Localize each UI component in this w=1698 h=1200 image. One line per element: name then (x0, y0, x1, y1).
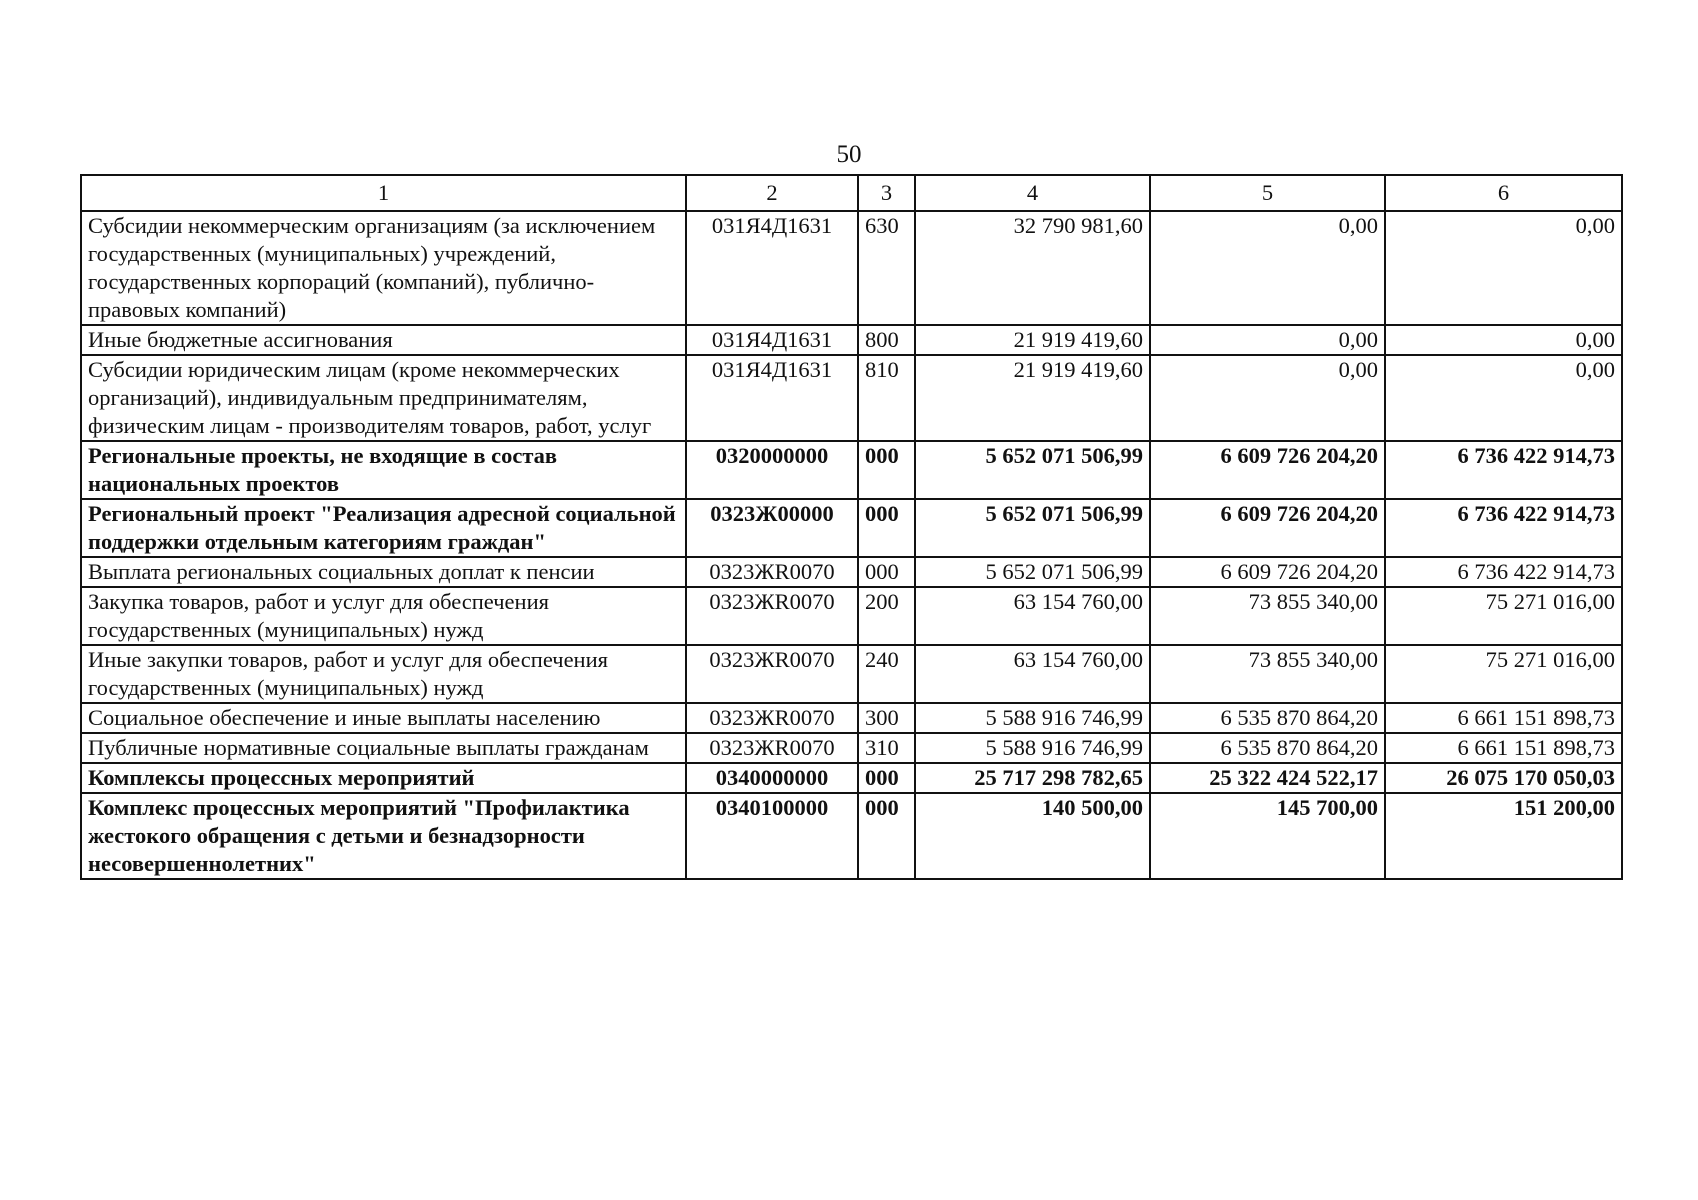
expense-type-code-cell: 200 (858, 587, 915, 645)
amount-column-6-cell: 6 661 151 898,73 (1385, 733, 1622, 763)
target-article-code-cell: 0340000000 (686, 763, 858, 793)
expense-type-code-cell: 310 (858, 733, 915, 763)
expense-type-code-cell: 300 (858, 703, 915, 733)
row-name-cell: Региональные проекты, не входящие в состав национальных проектов (81, 441, 686, 499)
target-article-code-cell: 0323ЖR0070 (686, 587, 858, 645)
amount-column-6-cell: 151 200,00 (1385, 793, 1622, 879)
table-row (81, 325, 1622, 355)
amount-column-4-cell: 63 154 760,00 (915, 645, 1150, 703)
amount-column-4-cell: 21 919 419,60 (915, 325, 1150, 355)
row-name-cell: Иные бюджетные ассигнования (81, 325, 686, 355)
expense-type-code-cell: 000 (858, 557, 915, 587)
target-article-code-cell: 0320000000 (686, 441, 858, 499)
amount-column-6-cell: 6 736 422 914,73 (1385, 499, 1622, 557)
amount-column-5-cell: 6 609 726 204,20 (1150, 499, 1385, 557)
budget-table (80, 174, 1623, 880)
amount-column-4-cell: 5 588 916 746,99 (915, 733, 1150, 763)
expense-type-code-cell: 240 (858, 645, 915, 703)
table-row (81, 211, 1622, 325)
column-header: 1 (81, 175, 686, 211)
table-row (81, 733, 1622, 763)
amount-column-4-cell: 5 588 916 746,99 (915, 703, 1150, 733)
amount-column-6-cell: 26 075 170 050,03 (1385, 763, 1622, 793)
target-article-code-cell: 031Я4Д1631 (686, 355, 858, 441)
row-name-cell: Региональный проект "Реализация адресной социальной поддержки отдельным категориям граждан" (81, 499, 686, 557)
amount-column-6-cell: 0,00 (1385, 211, 1622, 325)
page-number: 50 (836, 141, 862, 168)
table-row (81, 645, 1622, 703)
amount-column-4-cell: 21 919 419,60 (915, 355, 1150, 441)
expense-type-code-cell: 000 (858, 441, 915, 499)
amount-column-4-cell: 63 154 760,00 (915, 587, 1150, 645)
amount-column-5-cell: 0,00 (1150, 355, 1385, 441)
table-row (81, 793, 1622, 879)
column-header: 4 (915, 175, 1150, 211)
expense-type-code-cell: 000 (858, 499, 915, 557)
amount-column-5-cell: 145 700,00 (1150, 793, 1385, 879)
table-row (81, 499, 1622, 557)
amount-column-5-cell: 6 609 726 204,20 (1150, 557, 1385, 587)
amount-column-5-cell: 0,00 (1150, 325, 1385, 355)
row-name-cell: Субсидии юридическим лицам (кроме некоммерческих организаций), индивидуальным предпринимателям, физическим лицам - производителям товаров, работ, услуг (81, 355, 686, 441)
amount-column-4-cell: 140 500,00 (915, 793, 1150, 879)
amount-column-4-cell: 5 652 071 506,99 (915, 557, 1150, 587)
amount-column-6-cell: 75 271 016,00 (1385, 587, 1622, 645)
table-body (81, 211, 1622, 879)
table-row (81, 703, 1622, 733)
amount-column-6-cell: 0,00 (1385, 355, 1622, 441)
expense-type-code-cell: 810 (858, 355, 915, 441)
amount-column-5-cell: 6 535 870 864,20 (1150, 703, 1385, 733)
amount-column-5-cell: 6 609 726 204,20 (1150, 441, 1385, 499)
expense-type-code-cell: 000 (858, 763, 915, 793)
amount-column-5-cell: 25 322 424 522,17 (1150, 763, 1385, 793)
column-header: 2 (686, 175, 858, 211)
table-row (81, 763, 1622, 793)
amount-column-6-cell: 6 736 422 914,73 (1385, 557, 1622, 587)
amount-column-4-cell: 5 652 071 506,99 (915, 441, 1150, 499)
target-article-code-cell: 0323ЖR0070 (686, 645, 858, 703)
target-article-code-cell: 0323ЖR0070 (686, 703, 858, 733)
target-article-code-cell: 031Я4Д1631 (686, 325, 858, 355)
expense-type-code-cell: 800 (858, 325, 915, 355)
row-name-cell: Комплекс процессных мероприятий "Профилактика жестокого обращения с детьми и безнадзорности несовершеннолетних" (81, 793, 686, 879)
row-name-cell: Комплексы процессных мероприятий (81, 763, 686, 793)
target-article-code-cell: 031Я4Д1631 (686, 211, 858, 325)
amount-column-6-cell: 75 271 016,00 (1385, 645, 1622, 703)
amount-column-4-cell: 5 652 071 506,99 (915, 499, 1150, 557)
table-row (81, 557, 1622, 587)
amount-column-5-cell: 73 855 340,00 (1150, 587, 1385, 645)
amount-column-5-cell: 6 535 870 864,20 (1150, 733, 1385, 763)
column-header: 6 (1385, 175, 1622, 211)
row-name-cell: Публичные нормативные социальные выплаты гражданам (81, 733, 686, 763)
amount-column-5-cell: 0,00 (1150, 211, 1385, 325)
target-article-code-cell: 0323ЖR0070 (686, 557, 858, 587)
row-name-cell: Выплата региональных социальных доплат к пенсии (81, 557, 686, 587)
amount-column-6-cell: 6 661 151 898,73 (1385, 703, 1622, 733)
row-name-cell: Иные закупки товаров, работ и услуг для обеспечения государственных (муниципальных) нужд (81, 645, 686, 703)
amount-column-4-cell: 32 790 981,60 (915, 211, 1150, 325)
expense-type-code-cell: 000 (858, 793, 915, 879)
expense-type-code-cell: 630 (858, 211, 915, 325)
target-article-code-cell: 0340100000 (686, 793, 858, 879)
target-article-code-cell: 0323ЖR0070 (686, 733, 858, 763)
target-article-code-cell: 0323Ж00000 (686, 499, 858, 557)
row-name-cell: Социальное обеспечение и иные выплаты населению (81, 703, 686, 733)
row-name-cell: Закупка товаров, работ и услуг для обеспечения государственных (муниципальных) нужд (81, 587, 686, 645)
column-header: 3 (858, 175, 915, 211)
row-name-cell: Субсидии некоммерческим организациям (за исключением государственных (муниципальных) учреждений, государственных корпораций (компаний), публично-правовых компаний) (81, 211, 686, 325)
column-header: 5 (1150, 175, 1385, 211)
table-row (81, 441, 1622, 499)
table-header-row (81, 175, 1622, 211)
table-row (81, 587, 1622, 645)
table-row (81, 355, 1622, 441)
amount-column-6-cell: 6 736 422 914,73 (1385, 441, 1622, 499)
amount-column-5-cell: 73 855 340,00 (1150, 645, 1385, 703)
amount-column-6-cell: 0,00 (1385, 325, 1622, 355)
amount-column-4-cell: 25 717 298 782,65 (915, 763, 1150, 793)
